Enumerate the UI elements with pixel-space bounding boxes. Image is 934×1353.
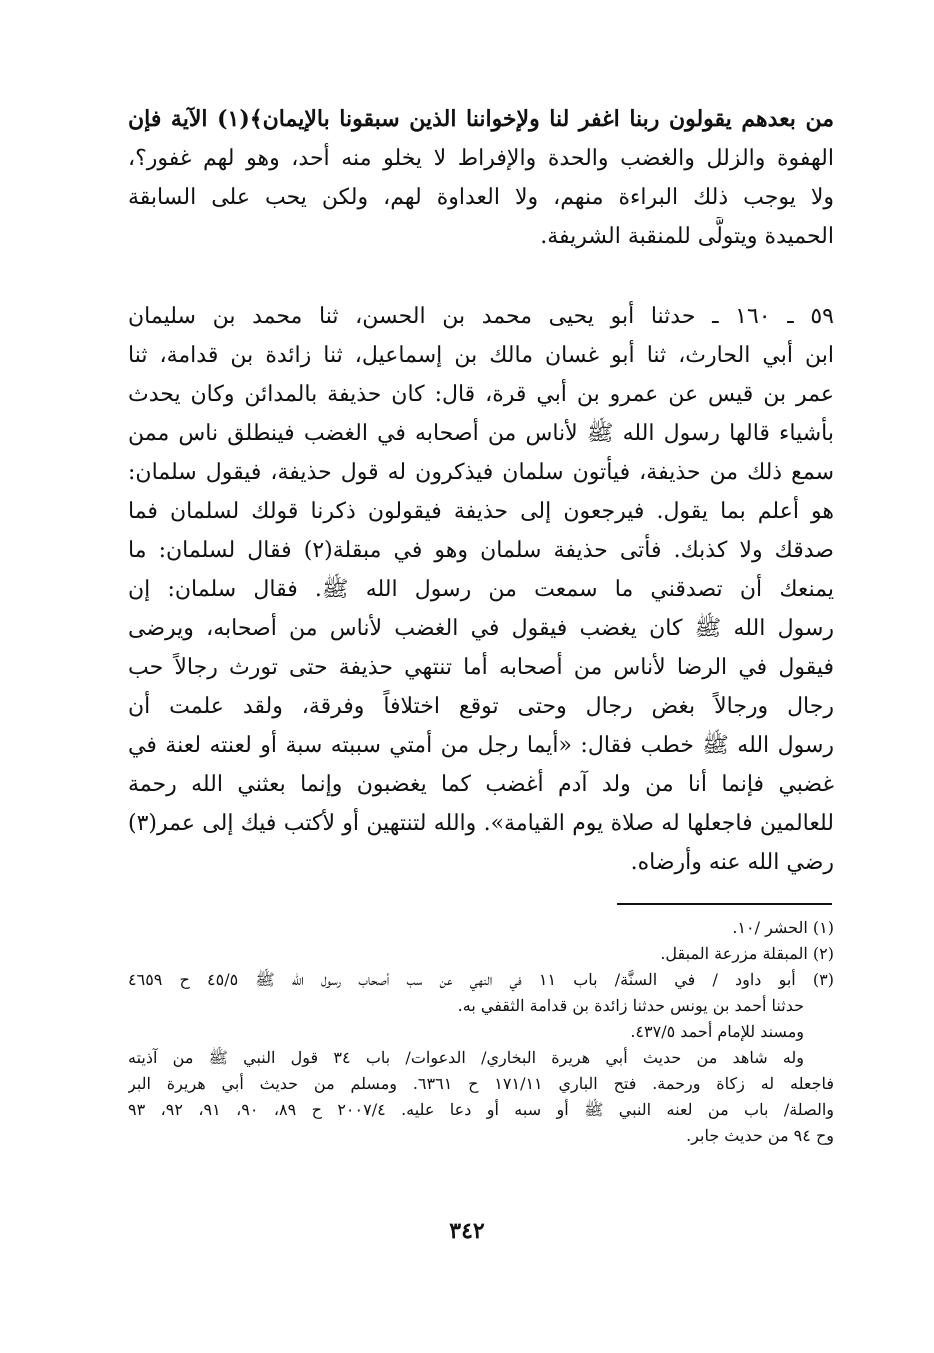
hadith-line-3: عمر بن قيس عن عمرو بن أبي قرة، قال: كان حذيفة بالمدائن وكان يحدث — [128, 382, 834, 407]
hadith-line-6: هو أعلم بما يقول. فيرجعون إلى حذيفة فيقولون ذكرنا قولك لسلمان فما — [128, 499, 834, 524]
intro-line-1: من بعدهم يقولون ربنا اغفر لنا ولإخواننا الذين سبقونا بالإيمان﴾(١) الآية فإن — [128, 106, 834, 132]
intro-line-3: ولا يوجب ذلك البراءة منهم، ولا العداوة لهم، ولكن يحب على السابقة — [128, 185, 834, 210]
footnote-3-line-1: (٣) أبو داود / في السنَّة/ باب ١١ في النهي عن سب أصحاب رسول الله ﷺ ٤٥/٥ ح ٤٦٥٩ — [128, 970, 834, 989]
footnote-3-line-5: فاجعله له زكاة ورحمة. فتح الباري ١٧١/١١ ح ٦٣٦١. ومسلم من حديث أبي هريرة البر — [128, 1074, 834, 1093]
intro-line-4: الحميدة ويتولَّى للمنقبة الشريفة. — [540, 224, 834, 249]
hadith-line-5: سمع ذلك من حذيفة، فيأتون سلمان فيذكرون له قول حذيفة، فيقول سلمان: — [128, 460, 834, 485]
intro-paragraph — [128, 100, 834, 256]
footnote-3-line-7: وح ٩٤ من حديث جابر. — [686, 1126, 834, 1145]
hadith-line-12: رسول الله ﷺ خطب فقال: «أيما رجل من أمتي سببته سبة أو لعنته لعنة في — [128, 733, 834, 758]
hadith-line-14: للعالمين فاجعلها له صلاة يوم القيامة». والله لتنتهين أو لأكتب فيك إلى عمر(٣) — [128, 811, 834, 836]
hadith-line-9: رسول الله ﷺ كان يغضب فيقول في الغضب لأناس من أصحابه، ويرضى — [128, 616, 834, 641]
hadith-line-15: رضي الله عنه وأرضاه. — [630, 850, 834, 875]
footnote-3-line-3: ومسند للإمام أحمد ٤٣٧/٥. — [630, 1022, 804, 1041]
hadith-line-2: ابن أبي الحارث، ثنا أبو غسان مالك بن إسماعيل، ثنا زائدة بن قدامة، ثنا — [128, 343, 834, 368]
hadith-line-10: فيقول في الرضا لأناس من أصحابه أما تنتهي حذيفة حتى تورث رجالاً حب — [128, 655, 834, 680]
footnote-separator — [617, 903, 832, 905]
hadith-line-8: يمنعك أن تصدقني ما سمعت من رسول الله ﷺ. فقال سلمان: إن — [128, 577, 834, 602]
intro-line-2: الهفوة والزلل والغضب والحدة والإفراط لا يخلو منه أحد، وهو لهم غفور؟، — [128, 146, 834, 171]
hadith-paragraph — [128, 297, 834, 882]
hadith-line-1: ٥٩ ـ ١٦٠ ـ حدثنا أبو يحيى محمد بن الحسن، ثنا محمد بن سليمان — [128, 304, 834, 329]
hadith-line-4: بأشياء قالها رسول الله ﷺ لأناس من أصحابه في الغضب فينطلق ناس ممن — [128, 421, 834, 446]
footnote-1: (١) الحشر /١٠. — [732, 918, 834, 937]
footnote-3-line-4: وله شاهد من حديث أبي هريرة البخاري/ الدعوات/ باب ٣٤ قول النبي ﷺ من آذيته — [128, 1048, 804, 1067]
hadith-line-11: رجال ورجالاً بغض رجال وحتى توقع اختلافاً وفرقة، ولقد علمت أن — [128, 694, 834, 719]
footnote-3-line-6: والصلة/ باب من لعنه النبي ﷺ أو سبه أو دعا عليه. ٢٠٠٧/٤ ح ٨٩، ٩٠، ٩١، ٩٢، ٩٣ — [128, 1100, 834, 1119]
hadith-line-13: غضبي فإنما أنا من ولد آدم أغضب كما يغضبون وإنما بعثني الله رحمة — [128, 772, 834, 797]
footnote-2: (٢) المبقلة مزرعة المبقل. — [660, 944, 834, 963]
footnotes — [128, 915, 834, 1149]
page-number: ٣٤٢ — [449, 1218, 485, 1244]
footnote-3-line-2: حدثنا أحمد بن يونس حدثنا زائدة بن قدامة الثقفي به. — [457, 996, 804, 1015]
hadith-line-7: صدقك ولا كذبك. فأتى حذيفة سلمان وهو في مبقلة(٢) فقال لسلمان: ما — [128, 538, 834, 563]
